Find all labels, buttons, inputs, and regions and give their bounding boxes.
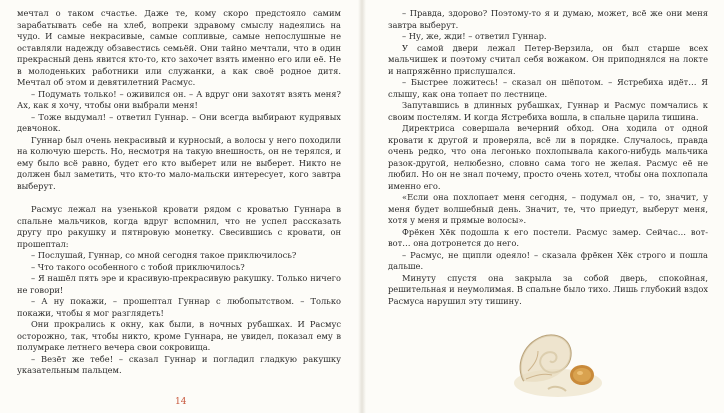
paragraph: – Подумать только! – оживился он. – А вдруг они захотят взять меня? Ах, как я хочу, чтобы они выбрали меня! (17, 88, 341, 110)
paragraph: Директриса совершала вечерний обход. Она ходила от одной кровати к другой и проверяла, всё ли в порядке. Случалось, правда очень редко, что она легонько похлопывала какого-нибудь мальчика разок-другой, нелюбезно, словно сама того не желая. Расмус её не любил. Но он не знал почему, просто очень хотел, чтобы она похлопала именно его. (388, 123, 708, 191)
paragraph: – Я нашёл пять эре и красивую-прекрасивую ракушку. Только ничего не говори! (17, 273, 341, 295)
paragraph: Они прокрались к окну, как были, в ночных рубашках. И Расмус осторожно, так, чтобы никто, кроме Гуннара, не увидел, показал ему в полумраке летнего вечера свои сокровища. (17, 319, 341, 352)
paragraph: У самой двери лежал Петер-Верзила, он был старше всех мальчишек и поэтому считал себя вожаком. Он приподнялся на локте и напряжённо прислушался. (388, 42, 708, 76)
paragraph: – Послушай, Гуннар, со мной сегодня такое приключилось? (31, 250, 297, 260)
section-break (17, 192, 341, 204)
paragraph: – Ну, же, жди! – ответил Гуннар. (402, 31, 547, 41)
left-text-column (17, 8, 341, 377)
paragraph: Расмус лежал на узенькой кровати рядом с кроватью Гуннара в спальне мальчиков, когда вдруг вспомнил, что не успел рассказать другу про ракушку и пятнровую монетку. Свесившись с кровати, он прошептал: (17, 204, 341, 249)
page-number: 14 (175, 397, 187, 407)
paragraph: мечтал о таком счастье. Даже те, кому скоро предстояло самим зарабатывать себе на хлеб, вопреки здравому смыслу надеялись на чудо. И самые некрасивые, самые сопливые, самые непослушные не оставляли надежду обзавестись семьёй. Они тайно мечтали, что в один прекрасный день явится кто-то, кто захочет взять именно его или её. Не в молоденьких работники или служанки, а как своё родное дитя. Мечтал об этом и девятилетний Расмус. (17, 8, 341, 87)
paragraph: – Расмус, не щипли одеяло! – сказала фрёкен Хёк строго и пошла дальше. (388, 249, 708, 271)
coin-face (573, 368, 591, 382)
paragraph: Фрёкен Хёк подошла к его постели. Расмус замер. Сейчас… вот-вот… она дотронется до него. (388, 226, 708, 248)
coin-shine (577, 371, 583, 375)
paragraph: «Если она похлопает меня сегодня, – подумал он, – то, значит, у меня будет волшебный день. Значит, те, что приедут, выберут меня, хотя у меня и прямые волосы». (388, 192, 708, 225)
book-gutter (358, 0, 366, 413)
paragraph: – Везёт же тебе! – сказал Гуннар и погладил гладкую ракушку указательным пальцем. (17, 353, 341, 375)
paragraph: – Быстрее ложитесь! – сказал он шёпотом. – Ястребиха идёт… Я слышу, как она топает по лестнице. (388, 77, 708, 99)
paragraph: Запутавшись в длинных рубашках, Гуннар и Расмус помчались к своим постелям. И когда Ястребиха вошла, в спальне царила тишина. (388, 100, 708, 122)
paragraph: – А ну покажи, – прошептал Гуннар с любопытством. – Только покажи, чтобы я мог разглядеть! (17, 296, 341, 318)
right-text-column (388, 8, 708, 307)
seashell-and-coin-icon (508, 323, 606, 401)
paragraph: Гуннар был очень некрасивый и курносый, а волосы у него походили на колючую шерсть. Но, несмотря на такую внешность, он не терялся, и ему было всё равно, будет его кто выберет или не выберет. Никто не должен был заметить, что кто-то мало-мальски интересует, кого завтра выберут. (17, 134, 341, 191)
paragraph: – Правда, здорово? Поэтому-то я и думаю, может, всё же они меня завтра выберут. (388, 8, 708, 30)
paragraph: – Что такого особенного с тобой приключилось? (31, 261, 245, 272)
paragraph: – Тоже выдумал! – ответил Гуннар. – Они всегда выбирают кудрявых девчонок. (17, 111, 341, 133)
illustration-graphic (508, 323, 606, 401)
paragraph: Минуту спустя она закрыла за собой дверь, спокойная, решительная и неумолимая. В спальне было тихо. Лишь глубокий вздох Расмуса нарушил эту тишину. (388, 272, 708, 306)
